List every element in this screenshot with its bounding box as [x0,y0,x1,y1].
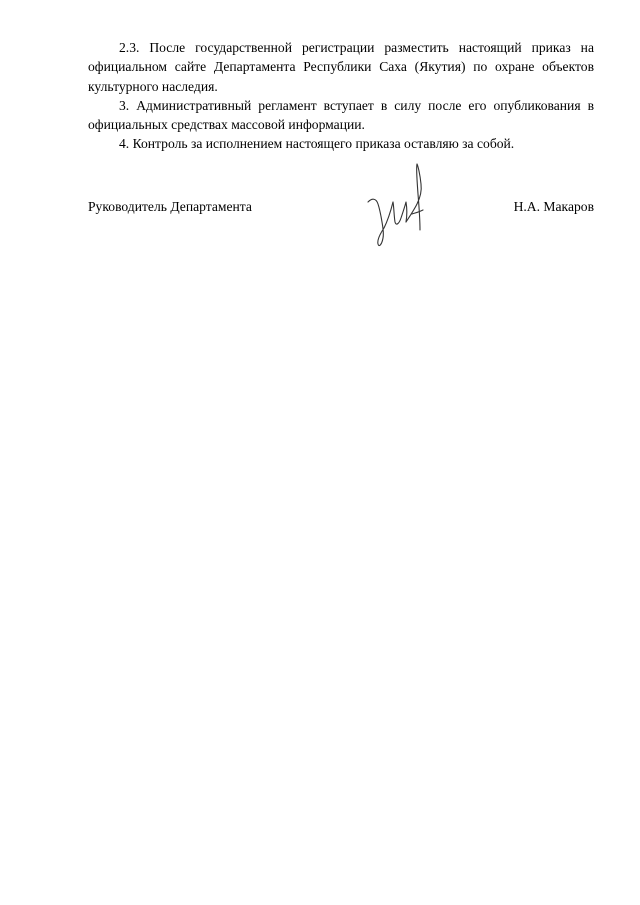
handwritten-signature [360,158,440,258]
signer-position: Руководитель Департамента [88,199,252,214]
paragraph-2-3: 2.3. После государственной регистрации разместить настоящий приказ на официальном сайте Департамента Республики Саха (Якутия) по охране объектов культурного наследия. [88,40,594,94]
signature-block [88,197,594,217]
signer-name: Н.А. Макаров [513,199,594,214]
document-body [88,38,594,154]
signature-icon [360,158,440,258]
paragraph-3: 3. Административный регламент вступает в силу после его опубликования в официальных средствах массовой информации. [88,97,594,133]
paragraph-4: 4. Контроль за исполнением настоящего приказа оставляю за собой. [119,136,515,152]
